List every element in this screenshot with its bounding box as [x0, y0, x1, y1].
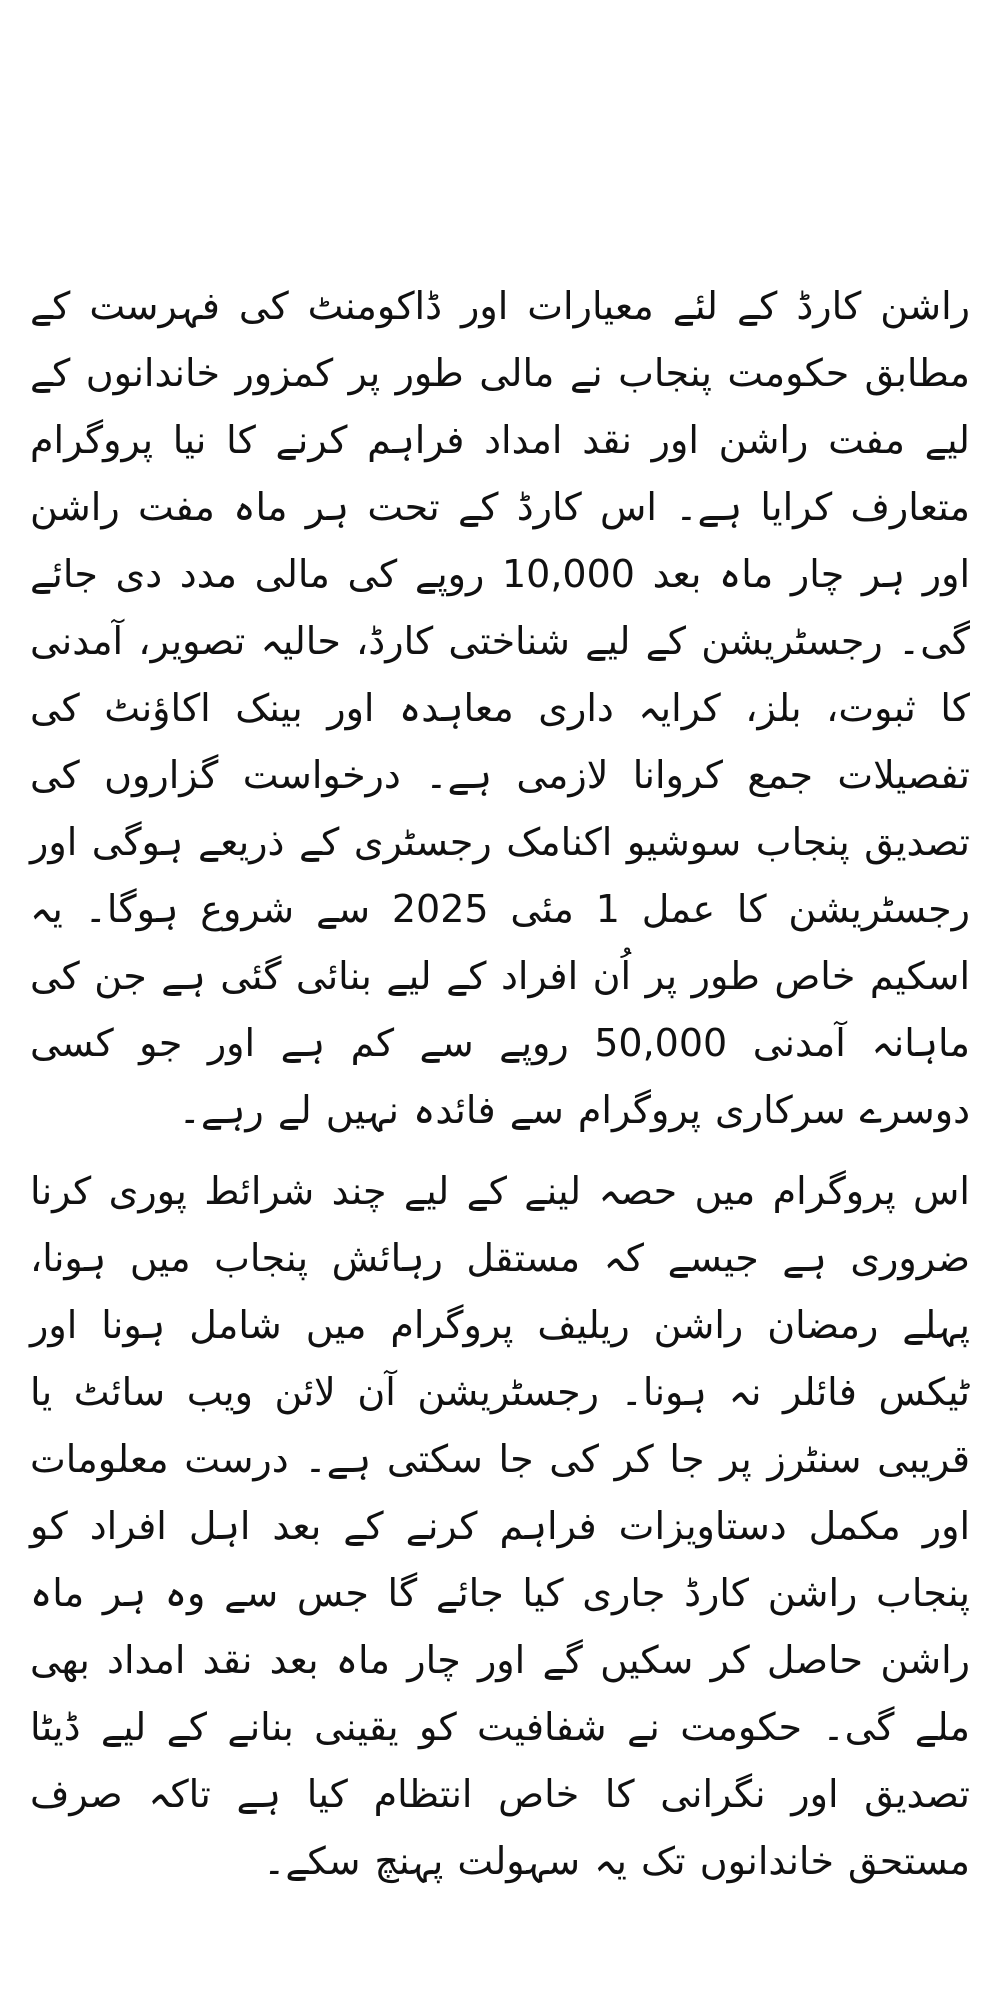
paragraph-program-eligibility: اس پروگرام میں حصہ لینے کے لیے چند شرائط پوری کرنا ضروری ہے جیسے کہ مستقل رہائش پنجاب میں ہونا، پہلے رمضان راشن ریلیف پروگرام میں شامل ہونا اور ٹیکس فائلر نہ ہونا۔ رجسٹریشن آن لائن ویب سائٹ یا قریبی سنٹرز پر جا کر کی جا سکتی ہے۔ درست معلومات اور مکمل دستاویزات فراہم کرنے کے بعد اہل افراد کو پنجاب راشن کارڈ جاری کیا جائے گا جس سے وہ ہر ماہ راشن حاصل کر سکیں گے اور چار ماہ بعد نقد امداد بھی ملے گی۔ حکومت نے شفافیت کو یقینی بنانے کے لیے ڈیٹا تصدیق اور نگرانی کا خاص انتظام کیا ہے تاکہ صرف مستحق خاندانوں تک یہ سہولت پہنچ سکے۔ [30, 1169, 970, 1883]
paragraph-ration-card-requirements: راشن کارڈ کے لئے معیارات اور ڈاکومنٹ کی فہرست کے مطابق حکومت پنجاب نے مالی طور پر کمزور خاندانوں کے لیے مفت راشن اور نقد امداد فراہم کرنے کا نیا پروگرام متعارف کرایا ہے۔ اس کارڈ کے تحت ہر ماہ مفت راشن اور ہر چار ماہ بعد 10,000 روپے کی مالی مدد دی جائے گی۔ رجسٹریشن کے لیے شناختی کارڈ، حالیہ تصویر، آمدنی کا ثبوت، بلز، کرایہ داری معاہدہ اور بینک اکاؤنٹ کی تفصیلات جمع کروانا لازمی ہے۔ درخواست گزاروں کی تصدیق پنجاب سوشیو اکنامک رجسٹری کے ذریعے ہوگی اور رجسٹریشن کا عمل 1 مئی 2025 سے شروع ہوگا۔ یہ اسکیم خاص طور پر اُن افراد کے لیے بنائی گئی ہے جن کی ماہانہ آمدنی 50,000 روپے سے کم ہے اور جو کسی دوسرے سرکاری پروگرام سے فائدہ نہیں لے رہے۔ [30, 284, 970, 1132]
